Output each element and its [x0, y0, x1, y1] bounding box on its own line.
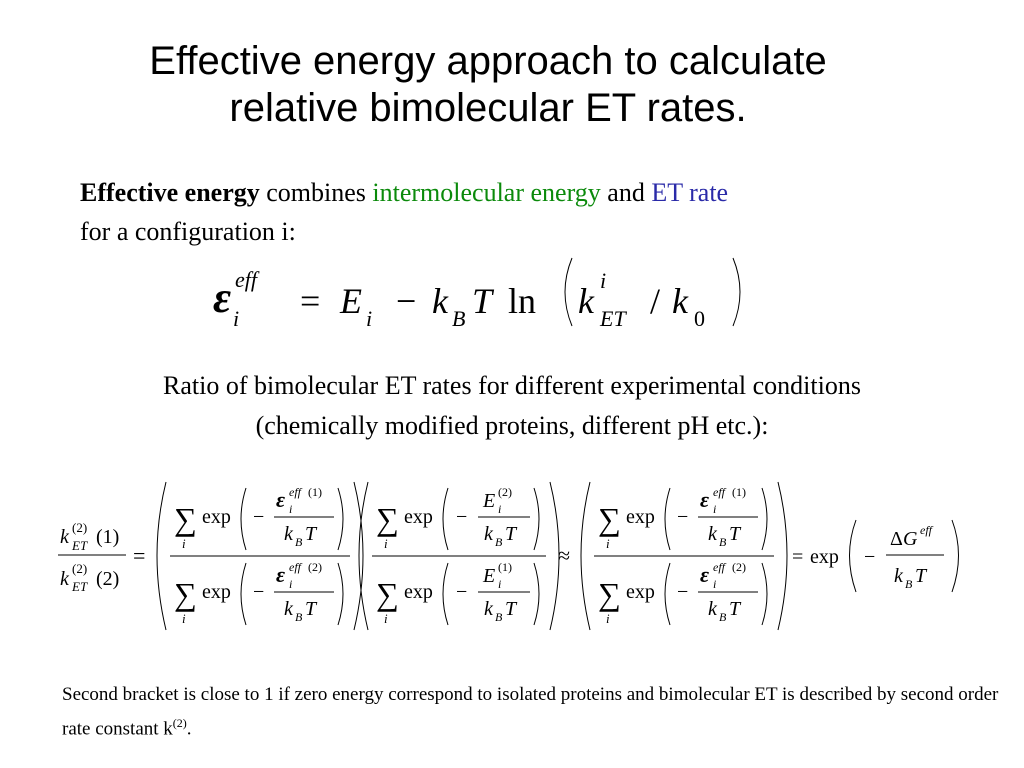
svg-text:B: B [719, 610, 727, 624]
svg-text:∑: ∑ [376, 576, 399, 612]
intro-combines: combines [259, 178, 373, 207]
svg-text:−: − [864, 546, 876, 568]
svg-text:exp: exp [404, 581, 433, 603]
svg-text:(1): (1) [498, 560, 512, 574]
svg-text:−: − [677, 581, 689, 603]
svg-text:i: i [182, 536, 186, 551]
svg-text:E: E [483, 565, 496, 587]
svg-text:exp: exp [626, 506, 655, 528]
svg-text:G: G [903, 528, 918, 550]
title-line-1: Effective energy approach to calculate [149, 39, 827, 83]
svg-text:−: − [677, 506, 689, 528]
svg-text:i: i [600, 268, 607, 293]
svg-text:i: i [289, 577, 293, 591]
svg-text:(2): (2) [96, 568, 120, 590]
rhs-exp [792, 520, 959, 592]
intro-bold-term: Effective energy [80, 178, 260, 207]
lhs-fraction [58, 520, 145, 594]
svg-text:ET: ET [72, 579, 88, 594]
intro-line-2: for a configuration i: [80, 217, 296, 246]
svg-text:ET: ET [72, 538, 88, 553]
svg-text:=: = [792, 546, 804, 568]
svg-text:T: T [915, 565, 927, 587]
svg-text:i: i [384, 611, 388, 626]
svg-text:≈: ≈ [558, 543, 571, 568]
svg-text:eff: eff [235, 267, 257, 292]
ratio-line-2: (chemically modified proteins, different pH etc.): [255, 411, 769, 440]
svg-text:i: i [606, 611, 610, 626]
bracket-2 [359, 482, 559, 630]
svg-text:/: / [650, 281, 661, 321]
svg-text:k: k [578, 281, 594, 321]
intro-paragraph [80, 173, 980, 251]
svg-text:exp: exp [810, 546, 839, 568]
svg-text:=: = [300, 281, 321, 321]
svg-text:ET: ET [600, 306, 626, 331]
eq1 [213, 258, 740, 331]
svg-text:=: = [133, 543, 146, 568]
svg-text:−: − [396, 281, 417, 321]
svg-text:i: i [606, 536, 610, 551]
svg-text:B: B [495, 535, 503, 549]
svg-text:E: E [340, 281, 362, 321]
svg-text:(2): (2) [72, 561, 88, 576]
footnote-sup: (2) [172, 716, 187, 730]
footnote-text: Second bracket is close to 1 if zero energy correspond to isolated proteins and bimolecular ET is described by second order rate constant k [62, 684, 999, 740]
svg-text:k: k [484, 523, 493, 545]
svg-text:∑: ∑ [598, 501, 621, 537]
svg-text:−: − [253, 506, 265, 528]
svg-text:k: k [60, 526, 69, 548]
svg-text:∑: ∑ [174, 501, 197, 537]
svg-text:(2): (2) [498, 485, 512, 499]
ratio-paragraph [0, 366, 1024, 446]
svg-text:exp: exp [202, 506, 231, 528]
svg-text:B: B [905, 577, 913, 591]
svg-text:exp: exp [404, 506, 433, 528]
ratio-line-1: Ratio of bimolecular ET rates for different experimental conditions [163, 371, 861, 400]
svg-text:eff: eff [289, 485, 301, 499]
svg-text:(2): (2) [308, 560, 322, 574]
svg-text:B: B [495, 610, 503, 624]
svg-text:T: T [305, 598, 317, 620]
svg-text:∑: ∑ [376, 501, 399, 537]
title-line-2: relative bimolecular ET rates. [229, 86, 747, 130]
svg-text:−: − [456, 581, 468, 603]
svg-text:i: i [498, 502, 502, 516]
svg-text:eff: eff [713, 485, 725, 499]
footnote-end: . [186, 718, 192, 740]
svg-text:ε: ε [276, 562, 286, 587]
svg-text:k: k [284, 523, 293, 545]
intro-et-rate: ET rate [651, 178, 729, 207]
svg-text:B: B [452, 306, 466, 331]
intro-intermolecular-energy: intermolecular energy [372, 178, 601, 207]
svg-text:∑: ∑ [174, 576, 197, 612]
svg-text:i: i [384, 536, 388, 551]
svg-text:T: T [472, 281, 493, 321]
svg-text:−: − [456, 506, 468, 528]
svg-text:Δ: Δ [890, 528, 903, 550]
svg-text:i: i [366, 306, 373, 331]
svg-text:ε: ε [700, 562, 710, 587]
svg-text:eff: eff [713, 560, 725, 574]
svg-text:k: k [60, 568, 69, 590]
svg-text:(1): (1) [96, 526, 120, 548]
svg-text:k: k [894, 565, 903, 587]
svg-text:(1): (1) [308, 485, 322, 499]
svg-text:ln: ln [508, 281, 537, 321]
svg-text:T: T [505, 523, 517, 545]
svg-text:k: k [284, 598, 293, 620]
svg-text:i: i [233, 306, 240, 331]
svg-text:k: k [672, 281, 688, 321]
svg-text:T: T [305, 523, 317, 545]
svg-text:ε: ε [276, 487, 286, 512]
svg-text:∑: ∑ [598, 576, 621, 612]
svg-text:eff: eff [920, 523, 932, 537]
svg-text:(2): (2) [72, 520, 88, 535]
svg-text:eff: eff [289, 560, 301, 574]
svg-text:i: i [182, 611, 186, 626]
svg-text:k: k [432, 281, 448, 321]
footnote [62, 680, 1002, 743]
svg-text:exp: exp [202, 581, 231, 603]
svg-text:B: B [295, 535, 303, 549]
svg-text:k: k [708, 523, 717, 545]
svg-text:k: k [484, 598, 493, 620]
svg-text:E: E [483, 490, 496, 512]
intro-and: and [600, 178, 652, 207]
svg-text:(2): (2) [732, 560, 746, 574]
svg-text:T: T [729, 523, 741, 545]
svg-text:exp: exp [626, 581, 655, 603]
bracket-1 [157, 482, 363, 630]
bracket-3 [581, 482, 787, 630]
svg-text:k: k [708, 598, 717, 620]
svg-text:−: − [253, 581, 265, 603]
svg-text:T: T [505, 598, 517, 620]
svg-text:ε: ε [700, 487, 710, 512]
svg-text:0: 0 [694, 306, 705, 331]
svg-text:(1): (1) [732, 485, 746, 499]
svg-text:ε: ε [213, 273, 232, 322]
svg-text:B: B [295, 610, 303, 624]
svg-text:B: B [719, 535, 727, 549]
svg-text:T: T [729, 598, 741, 620]
svg-text:i: i [498, 577, 502, 591]
slide-title [0, 38, 976, 132]
svg-text:i: i [713, 577, 717, 591]
svg-text:i: i [289, 502, 293, 516]
svg-text:i: i [713, 502, 717, 516]
